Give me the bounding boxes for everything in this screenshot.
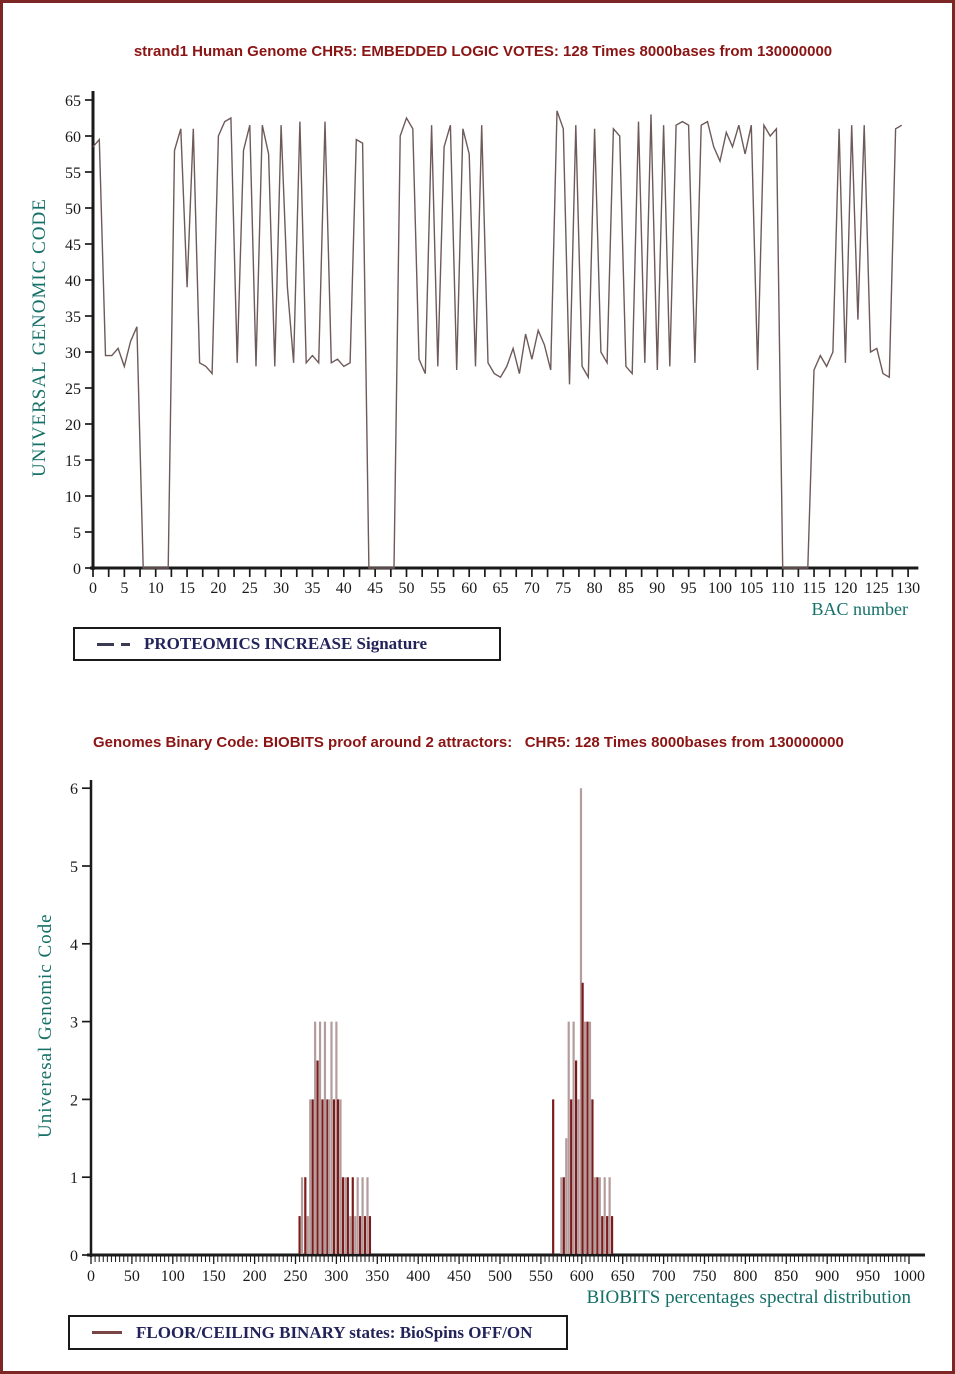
svg-text:20: 20 — [210, 580, 227, 597]
svg-text:55: 55 — [429, 580, 446, 597]
top-chart-legend-label: PROTEOMICS INCREASE Signature — [144, 634, 428, 653]
svg-text:115: 115 — [802, 580, 826, 597]
y-axis-ticks — [82, 788, 91, 1255]
svg-text:0: 0 — [70, 1248, 78, 1265]
svg-text:60: 60 — [65, 129, 81, 146]
svg-text:400: 400 — [406, 1268, 431, 1285]
svg-text:65: 65 — [492, 580, 509, 597]
x-axis-ticks — [91, 1257, 909, 1265]
svg-text:100: 100 — [160, 1268, 185, 1285]
svg-text:85: 85 — [617, 580, 634, 597]
svg-text:75: 75 — [555, 580, 572, 597]
svg-text:300: 300 — [324, 1268, 349, 1285]
svg-text:6: 6 — [70, 781, 78, 799]
bottom-chart-title: Genomes Binary Code: BIOBITS proof around 2 attractors: CHR5: 128 Times 8000bases from 130000000 — [93, 734, 844, 751]
svg-text:30: 30 — [273, 580, 290, 597]
top-chart-x-axis-title: BAC number — [811, 599, 908, 619]
svg-text:250: 250 — [283, 1268, 308, 1285]
svg-text:60: 60 — [461, 580, 478, 597]
x-axis-ticks — [93, 569, 908, 577]
svg-text:25: 25 — [241, 580, 258, 597]
y-axis-tick-labels — [70, 781, 78, 1265]
svg-text:550: 550 — [528, 1268, 553, 1285]
svg-text:50: 50 — [398, 580, 415, 597]
svg-text:100: 100 — [708, 580, 732, 597]
svg-text:20: 20 — [65, 417, 81, 434]
svg-text:105: 105 — [739, 580, 764, 597]
bottom-chart-legend — [68, 1315, 568, 1350]
svg-text:70: 70 — [523, 580, 540, 597]
svg-text:1: 1 — [70, 1170, 78, 1188]
svg-text:5: 5 — [70, 859, 78, 876]
bottom-chart-x-axis-title: BIOBITS percentages spectral distribution — [586, 1287, 911, 1308]
svg-text:35: 35 — [65, 309, 81, 326]
svg-text:850: 850 — [774, 1268, 799, 1285]
svg-text:15: 15 — [65, 453, 81, 470]
svg-text:130: 130 — [896, 580, 921, 597]
top-chart-title: strand1 Human Genome CHR5: EMBEDDED LOGIC VOTES: 128 Times 8000bases from 130000000 — [133, 43, 833, 60]
svg-text:700: 700 — [651, 1268, 676, 1285]
svg-text:900: 900 — [815, 1268, 840, 1285]
svg-text:125: 125 — [864, 580, 889, 597]
bottom-chart-legend-label: FLOOR/CEILING BINARY states: BioSpins OFF/ON — [136, 1322, 533, 1342]
svg-text:5: 5 — [73, 525, 81, 542]
y-axis-tick-labels — [65, 93, 81, 578]
svg-text:50: 50 — [123, 1268, 140, 1285]
bottom-chart-y-axis-title: Univeresal Genomic Code — [35, 913, 56, 1138]
svg-text:2: 2 — [70, 1092, 78, 1110]
svg-text:200: 200 — [242, 1268, 267, 1285]
svg-text:1000: 1000 — [893, 1268, 925, 1285]
svg-text:0: 0 — [87, 1268, 95, 1285]
svg-text:650: 650 — [610, 1268, 635, 1285]
svg-text:800: 800 — [733, 1268, 758, 1285]
svg-text:10: 10 — [65, 489, 81, 506]
axes — [90, 91, 918, 570]
svg-text:15: 15 — [179, 580, 196, 597]
svg-text:80: 80 — [586, 580, 603, 597]
svg-text:30: 30 — [65, 345, 81, 362]
svg-text:35: 35 — [304, 580, 321, 597]
svg-text:950: 950 — [856, 1268, 881, 1285]
svg-text:120: 120 — [833, 580, 858, 597]
top-chart-y-axis-title: UNIVERSAL GENOMIC CODE — [29, 198, 50, 478]
svg-text:25: 25 — [65, 381, 81, 398]
svg-text:90: 90 — [649, 580, 666, 597]
biobits-spikes — [300, 788, 612, 1254]
top-line-chart — [3, 83, 955, 643]
svg-text:600: 600 — [569, 1268, 594, 1285]
svg-text:3: 3 — [70, 1014, 78, 1032]
dashed-line-legend-marker — [97, 643, 130, 646]
svg-text:450: 450 — [447, 1268, 472, 1285]
svg-text:750: 750 — [692, 1268, 717, 1285]
proteomics-signature-line — [93, 111, 902, 568]
solid-line-legend-marker — [92, 1331, 122, 1334]
svg-text:40: 40 — [335, 580, 352, 597]
svg-text:500: 500 — [488, 1268, 512, 1285]
svg-text:40: 40 — [65, 273, 81, 290]
svg-text:55: 55 — [65, 165, 81, 182]
top-chart-legend — [73, 627, 501, 661]
svg-text:50: 50 — [65, 201, 81, 218]
svg-text:10: 10 — [147, 580, 164, 597]
svg-text:0: 0 — [73, 561, 81, 578]
axes — [87, 780, 925, 1257]
svg-text:350: 350 — [365, 1268, 390, 1285]
svg-text:4: 4 — [70, 936, 78, 954]
svg-text:45: 45 — [65, 237, 81, 254]
svg-text:45: 45 — [367, 580, 384, 597]
x-axis-tick-labels — [89, 580, 920, 597]
svg-text:5: 5 — [120, 580, 129, 597]
svg-text:110: 110 — [770, 580, 795, 597]
svg-text:0: 0 — [89, 580, 97, 597]
svg-text:65: 65 — [65, 93, 81, 110]
bottom-bar-chart — [3, 758, 955, 1318]
svg-text:95: 95 — [680, 580, 697, 597]
svg-text:150: 150 — [201, 1268, 226, 1285]
x-axis-tick-labels — [87, 1268, 925, 1285]
